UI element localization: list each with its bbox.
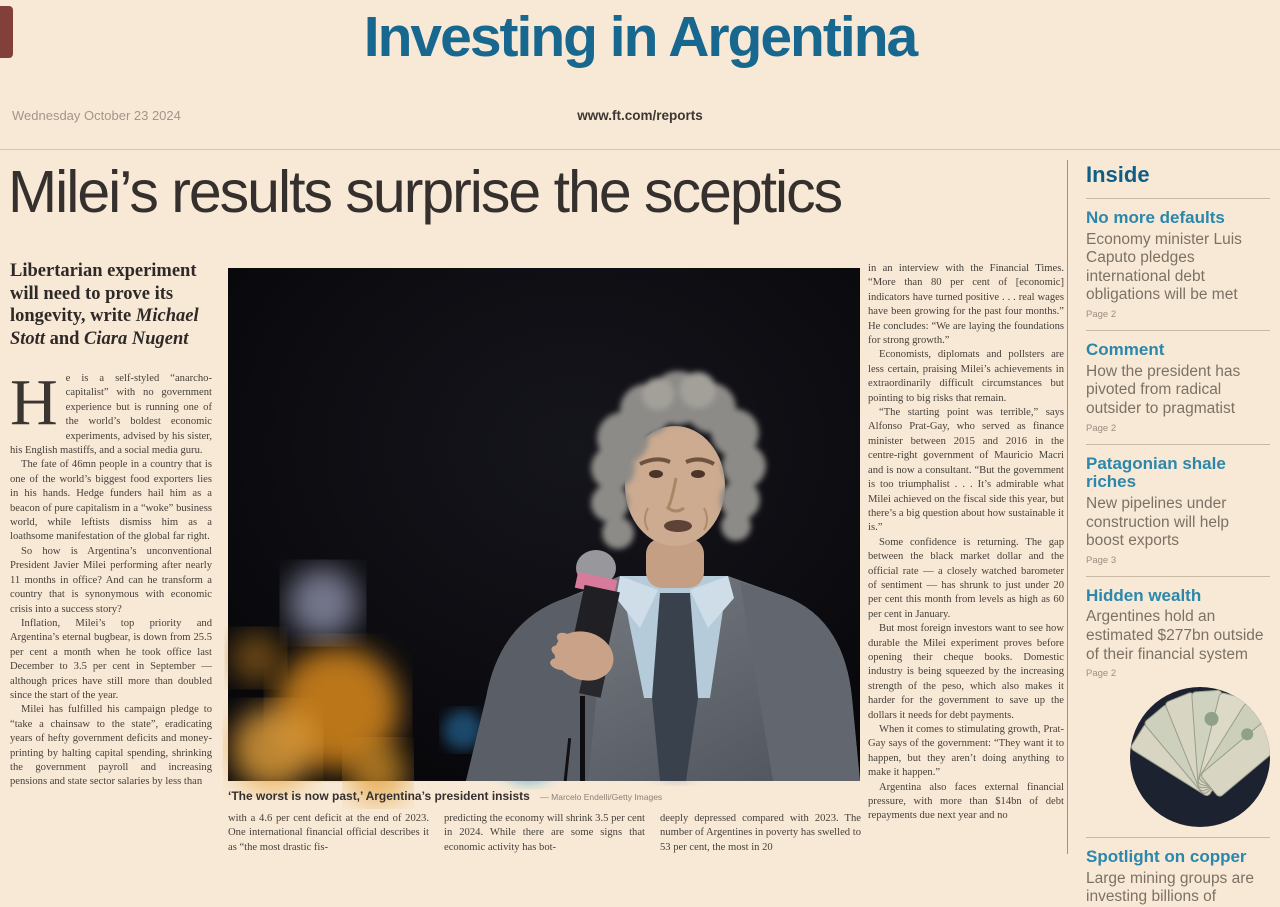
body-column-left — [10, 366, 212, 854]
milei-photo — [228, 268, 860, 781]
sidebar-item-page: Page 2 — [1086, 422, 1117, 434]
masthead-rule — [0, 149, 1280, 150]
sidebar-rule — [1086, 576, 1270, 577]
sidebar-item-heading: Spotlight on copper — [1086, 847, 1247, 867]
sidebar-rule — [1086, 837, 1270, 838]
body-paragraph: in an interview with the Financial Times. “More than 80 per cent of [economic] indicators have turned positive . . . real wages have been growing for the past four months.” He concludes: “We are laying the foundations for strong growth.” — [868, 263, 1064, 347]
sidebar-item-heading: Comment — [1086, 340, 1165, 360]
money-photo — [1130, 687, 1270, 827]
standfirst-author: Michael Stott — [10, 306, 199, 349]
report-url: www.ft.com/reports — [577, 108, 703, 123]
photo-credit: — Marcelo Endelli/Getty Images — [540, 792, 663, 802]
photo-caption-row — [228, 787, 868, 805]
article-headline: Milei’s results surprise the sceptics — [8, 159, 842, 225]
body-column-bottom-1: with a 4.6 per cent deficit at the end of 2023. One international financial official describes it as “the most drastic fis- — [228, 813, 429, 853]
sidebar-item-text: Economy minister Luis Caputo pledges international debt obligations will be met — [1086, 230, 1242, 304]
body-paragraph: When it comes to stimulating growth, Prat-Gay says of the government: “They want it to happen, but they aren’t doing anything to make it happen.” — [868, 724, 1064, 779]
body-paragraph: Milei has fulfilled his campaign pledge to “take a chainsaw to the state”, eradicating years of hefty government deficits and money-printing by halting capital spending, shrinking the government payroll and increasing pensions and state sector salaries by less than — [10, 704, 212, 788]
sidebar-item-heading: Hidden wealth — [1086, 585, 1202, 605]
sidebar-rule — [1086, 444, 1270, 445]
sidebar-item-page: Page 2 — [1086, 668, 1117, 680]
inside-sidebar — [1086, 158, 1270, 906]
bottom-columns — [228, 812, 862, 854]
sidebar-item-spotlight-copper — [1086, 848, 1270, 907]
milei-photo-illustration — [228, 268, 860, 781]
body-paragraph: He is a self-styled “anarcho-capitalist” with no government experience but is running one of the world’s boldest economic experiments, advised by his sister, his English mastiffs, and a social media guru. — [10, 366, 212, 457]
report-masthead-title: Investing in Argentina — [363, 5, 917, 69]
sidebar-divider — [1067, 160, 1068, 854]
body-paragraph: The fate of 46mn people in a country that is one of the world’s biggest food exporters lies in his hands. Hedge funders hail him as a beacon of pure capitalism in a “woke” business world, while leftists dismiss him as a loathsome manifestation of the global far right. — [10, 459, 212, 543]
body-column-right — [868, 262, 1064, 854]
body-paragraph: Economists, diplomats and pollsters are less certain, praising Milei’s achievements in extraordinarily difficult circumstances but pointing to big risks that remain. — [868, 349, 1064, 404]
sidebar-item-text: How the president has pivoted from radical outsider to pragmatist — [1086, 362, 1241, 417]
sidebar-item-text: Large mining groups are investing billions of — [1086, 869, 1255, 906]
dateline: Wednesday October 23 2024 — [12, 108, 181, 123]
sidebar-item-patagonian-shale — [1086, 455, 1270, 566]
sidebar-item-heading: No more defaults — [1086, 208, 1225, 227]
body-column-bottom-2: predicting the economy will shrink 3.5 per cent in 2024. While there are some signs that economic activity has bot- — [444, 813, 645, 853]
body-column-bottom-3: deeply depressed compared with 2023. The number of Argentines in poverty has swelled to 53 per cent, the most in 20 — [660, 813, 861, 853]
photo-caption: ‘The worst is now past,’ Argentina’s president insists — [228, 789, 530, 803]
sidebar-rule — [1086, 198, 1270, 199]
sidebar-item-heading: Patagonian shale riches — [1086, 453, 1226, 492]
drop-cap: H — [10, 366, 58, 439]
standfirst-author: Ciara Nugent — [84, 328, 189, 349]
body-paragraph: Inflation, Milei’s top priority and Argentina’s eternal bugbear, is down from 25.5 per cent a month when he took office last December to 3.5 per cent in September — although prices have still more than doubled since the start of the year. — [10, 617, 212, 701]
sidebar-item-page: Page 3 — [1086, 554, 1117, 566]
sidebar-item-page: Page 2 — [1086, 309, 1117, 321]
sidebar-item-hidden-wealth — [1086, 587, 1270, 827]
body-paragraph: “The starting point was terrible,” says Alfonso Prat-Gay, who served as finance minister between 2015 and 2016 in the centre-right government of Mauricio Macri and is now a consultant. “But the government is too triumphalist . . . It’s admirable what Milei achieved on the fiscal side this year, but there’s a big question about how sustainable it is.” — [868, 407, 1064, 534]
body-paragraph: Argentina also faces external financial pressure, with more than $14bn of debt repayments due next year and no — [868, 781, 1064, 822]
sidebar-item-text: Argentines hold an estimated $277bn outside of their financial system — [1086, 608, 1264, 663]
sidebar-item-comment — [1086, 341, 1270, 433]
body-paragraph: But most foreign investors want to see how durable the Milei experiment proves before opening their cheque books. Domestic industry is being squeezed by the increasing strength of the peso, which also makes it harder for the government to save up the dollars it needs for debt payments. — [868, 623, 1064, 721]
article-standfirst — [10, 260, 212, 350]
body-paragraph: So how is Argentina’s unconventional President Javier Milei performing after nearly 11 months in office? And can he transform a country that is synonymous with economic crisis into a success story? — [10, 545, 212, 615]
standfirst-lead: Libertarian experiment will need to prove its longevity, write — [10, 261, 197, 327]
sidebar-title: Inside — [1086, 162, 1150, 187]
sidebar-item-text: New pipelines under construction will help boost exports — [1086, 494, 1230, 550]
standfirst-joiner: and — [44, 328, 85, 349]
body-paragraph: Some confidence is returning. The gap between the black market dollar and the official rate — a closely watched barometer of sentiment — has shrunk to just under 20 per cent this month from levels as high as 60 per cent in January. — [868, 536, 1064, 620]
sidebar-item-no-more-defaults — [1086, 209, 1270, 320]
sidebar-rule — [1086, 330, 1270, 331]
